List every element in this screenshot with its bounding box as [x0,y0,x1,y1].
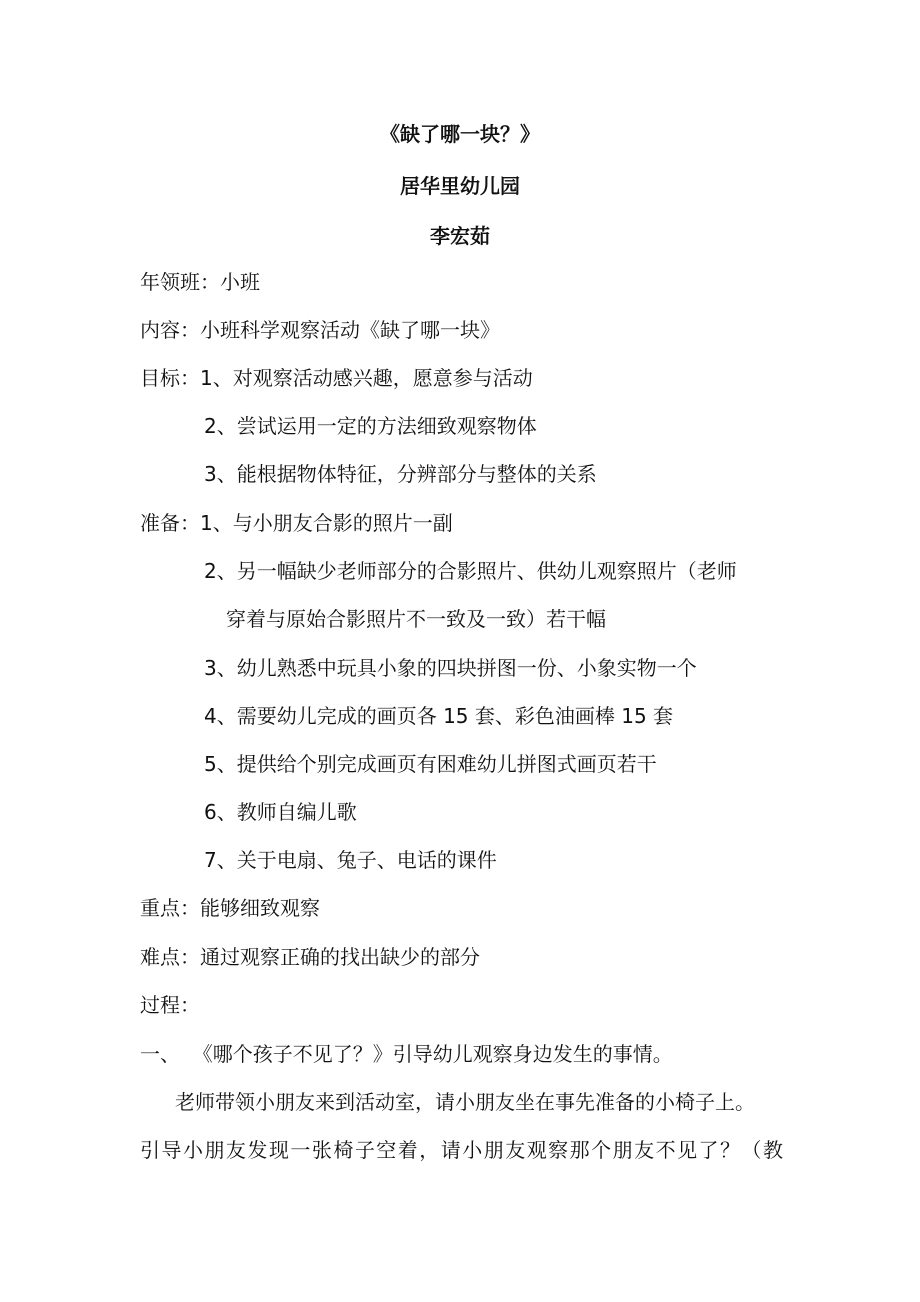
prep-item-5: 5、提供给个别完成画页有困难幼儿拼图式画页若干 [204,752,657,776]
key-point-line: 重点：能够细致观察 [140,896,320,920]
document-title: 《缺了哪一块？》 [380,122,540,146]
prep-item-2-continued: 穿着与原始合影照片不一致及一致）若干幅 [226,607,606,631]
step-1-heading: 一、 《哪个孩子不见了？》引导幼儿观察身边发生的事情。 [140,1042,673,1066]
prep-item-6: 6、教师自编儿歌 [204,800,357,824]
difficulty-line: 难点：通过观察正确的找出缺少的部分 [140,945,480,969]
goal-item-3: 3、能根据物体特征，分辨部分与整体的关系 [204,462,597,486]
prep-item-4: 4、需要幼儿完成的画页各 15 套、彩色油画棒 15 套 [204,704,674,728]
prep-item-7: 7、关于电扇、兔子、电话的课件 [204,848,497,872]
school-name: 居华里幼儿园 [400,174,520,198]
prep-item-2: 2、另一幅缺少老师部分的合影照片、供幼儿观察照片（老师 [204,559,737,583]
author-name: 李宏茹 [430,224,490,248]
step-1-paragraph-line-2: 引导小朋友发现一张椅子空着，请小朋友观察那个朋友不见了？（教 [140,1138,783,1162]
grade-line: 年领班：小班 [140,270,260,294]
step-1-paragraph-line-1: 老师带领小朋友来到活动室，请小朋友坐在事先准备的小椅子上。 [175,1090,755,1114]
process-label: 过程： [140,993,200,1017]
prep-item-3: 3、幼儿熟悉中玩具小象的四块拼图一份、小象实物一个 [204,656,697,680]
goal-item-2: 2、尝试运用一定的方法细致观察物体 [204,414,537,438]
goal-item-1: 目标：1、对观察活动感兴趣，愿意参与活动 [140,366,533,390]
prep-item-1: 准备：1、与小朋友合影的照片一副 [140,511,453,535]
content-line: 内容：小班科学观察活动《缺了哪一块》 [140,318,500,342]
